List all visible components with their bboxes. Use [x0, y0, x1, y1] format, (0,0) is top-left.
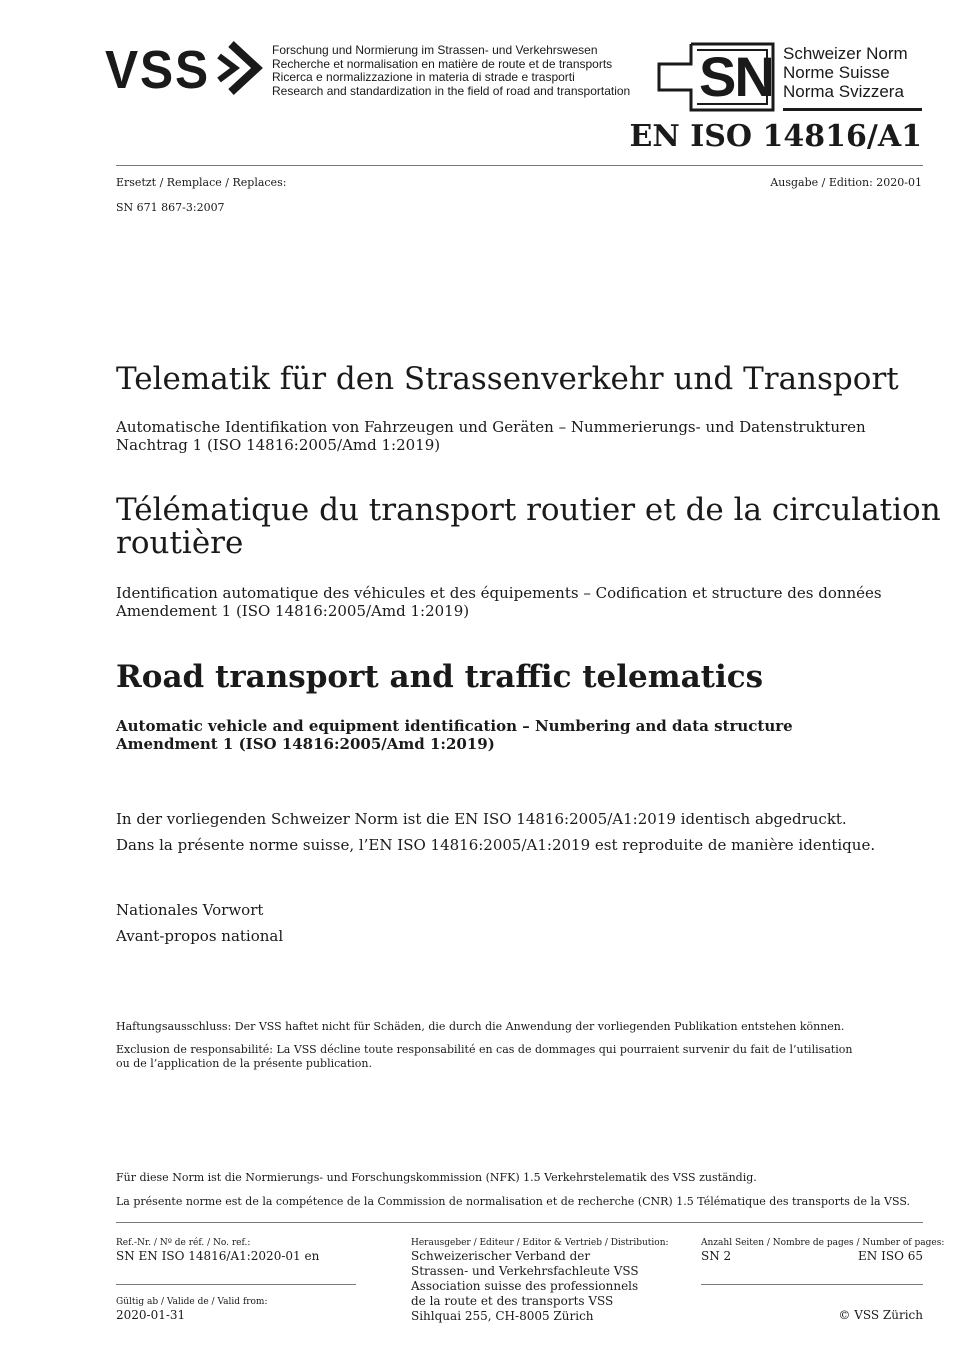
identical-statement-fr: Dans la présente norme suisse, l’EN ISO 14816:2005/A1:2019 est reproduite de manière identique. — [116, 836, 876, 854]
sn-line-de: Schweizer Norm — [783, 44, 908, 63]
title-fr-line1: Télématique du transport routier et de la circulation — [116, 492, 941, 528]
org-line-fr: Recherche et normalisation en matière de route et de transports — [272, 56, 613, 71]
subtitle-en — [116, 718, 793, 753]
publisher-line-4: de la route et des transports VSS — [411, 1294, 614, 1308]
pages-label: Anzahl Seiten / Nombre de pages / Number of pages: — [701, 1238, 945, 1248]
ref-label: Ref.-Nr. / Nº de réf. / No. ref.: — [116, 1238, 251, 1248]
org-line-en: Research and standardization in the field of road and transportation — [272, 83, 631, 98]
footer-pages-column — [701, 1237, 945, 1323]
committee-de: Für diese Norm ist die Normierungs- und Forschungskommission (NFK) 1.5 Verkehrstelematik des VSS zuständig. — [116, 1171, 757, 1184]
publisher-address — [411, 1249, 669, 1324]
sn-logo — [657, 42, 922, 112]
valid-label: Gültig ab / Valide de / Valid from: — [116, 1297, 268, 1307]
ref-value: SN EN ISO 14816/A1:2020-01 en — [116, 1249, 320, 1263]
copyright: © VSS Zürich — [838, 1308, 923, 1322]
disclaimer-fr-line2: ou de l’application de la présente publication. — [116, 1057, 372, 1070]
subtitle-fr-line1: Identification automatique des véhicules et des équipements – Codification et structure des données — [116, 584, 882, 602]
replaces-value: SN 671 867-3:2007 — [116, 201, 225, 214]
vss-logo-text: VSS — [105, 40, 210, 100]
norm-number: EN ISO 14816/A1 — [629, 119, 922, 154]
disclaimer-de: Haftungsausschluss: Der VSS haftet nicht für Schäden, die durch die Anwendung der vorliegenden Publikation entstehen können. — [116, 1020, 845, 1033]
sn-norm-languages — [783, 44, 908, 101]
publisher-line-1: Schweizerischer Verband der — [411, 1249, 591, 1263]
ref-divider — [116, 1284, 356, 1285]
identical-statement-de: In der vorliegenden Schweizer Norm ist die EN ISO 14816:2005/A1:2019 identisch abgedruckt. — [116, 810, 847, 828]
subtitle-de — [116, 419, 866, 454]
title-fr — [116, 494, 941, 560]
foreword-fr: Avant-propos national — [116, 927, 284, 945]
footer-publisher-column — [411, 1237, 669, 1324]
title-de: Telematik für den Strassenverkehr und Transport — [116, 361, 899, 397]
disclaimer-fr — [116, 1043, 852, 1071]
edition: Ausgabe / Edition: 2020-01 — [770, 176, 922, 189]
footer-ref-column — [116, 1237, 356, 1323]
vss-chevron-icon — [205, 40, 267, 100]
pages-en: EN ISO 65 — [858, 1249, 923, 1263]
committee-fr: La présente norme est de la compétence de la Commission de normalisation et de recherche (CNR) 1.5 Télématique des transports de la VSS. — [116, 1195, 910, 1208]
publisher-label: Herausgeber / Editeur / Editor & Vertrieb / Distribution: — [411, 1238, 669, 1248]
title-en: Road transport and traffic telematics — [116, 659, 764, 695]
vss-logo — [105, 40, 265, 100]
disclaimer-fr-line1: Exclusion de responsabilité: La VSS décline toute responsabilité en cas de dommages qui pourraient survenir du fait de l’utilisation — [116, 1043, 853, 1056]
subtitle-de-line2: Nachtrag 1 (ISO 14816:2005/Amd 1:2019) — [116, 435, 441, 454]
foreword-de: Nationales Vorwort — [116, 901, 264, 919]
vss-organization-lines — [272, 44, 630, 98]
pages-sn: SN 2 — [701, 1249, 732, 1263]
publisher-line-3: Association suisse des professionnels — [411, 1279, 639, 1293]
subtitle-en-line1: Automatic vehicle and equipment identification – Numbering and data structure — [116, 717, 793, 735]
subtitle-fr-line2: Amendement 1 (ISO 14816:2005/Amd 1:2019) — [116, 601, 470, 620]
subtitle-en-line2: Amendment 1 (ISO 14816:2005/Amd 1:2019) — [116, 734, 495, 753]
subtitle-de-line1: Automatische Identifikation von Fahrzeugen und Geräten – Nummerierungs- und Datenstrukturen — [116, 418, 866, 436]
publisher-line-5: Sihlquai 255, CH-8005 Zürich — [411, 1309, 594, 1323]
org-line-de: Forschung und Normierung im Strassen- und Verkehrswesen — [272, 43, 598, 57]
title-fr-line2: routière — [116, 525, 244, 561]
publisher-line-2: Strassen- und Verkehrsfachleute VSS — [411, 1264, 639, 1278]
sn-logo-text: SN — [699, 45, 773, 108]
subtitle-fr — [116, 585, 882, 620]
sn-line-fr: Norme Suisse — [783, 63, 890, 82]
valid-value: 2020-01-31 — [116, 1308, 186, 1322]
pages-divider — [701, 1284, 923, 1285]
footer-divider — [116, 1222, 923, 1223]
org-line-it: Ricerca e normalizzazione in materia di strade e trasporti — [272, 70, 575, 84]
header-divider — [116, 165, 923, 166]
sn-logo-underline — [783, 108, 922, 111]
replaces-label: Ersetzt / Remplace / Replaces: — [116, 176, 287, 189]
sn-line-it: Norma Svizzera — [783, 82, 904, 101]
